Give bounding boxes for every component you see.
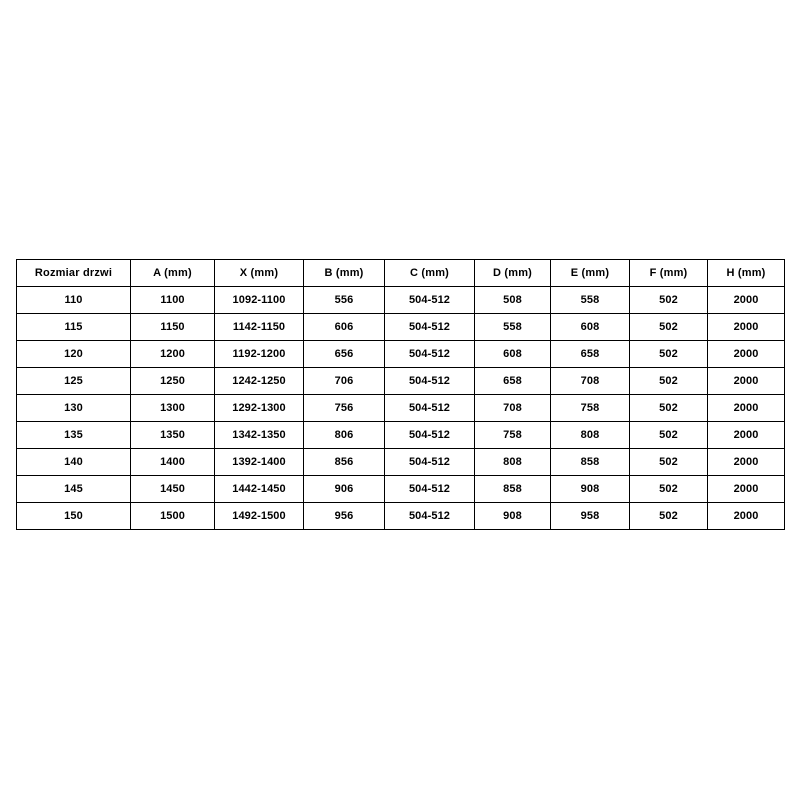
column-header-c: C (mm) <box>385 260 475 287</box>
cell-c: 504-512 <box>385 368 475 395</box>
table-row <box>17 395 785 422</box>
cell-a: 1200 <box>131 341 215 368</box>
table-row <box>17 314 785 341</box>
cell-d: 658 <box>475 368 551 395</box>
cell-b: 756 <box>304 395 385 422</box>
cell-a: 1400 <box>131 449 215 476</box>
cell-c: 504-512 <box>385 314 475 341</box>
cell-x: 1192-1200 <box>215 341 304 368</box>
cell-e: 658 <box>551 341 630 368</box>
cell-f: 502 <box>630 476 708 503</box>
table-row <box>17 341 785 368</box>
cell-size: 135 <box>17 422 131 449</box>
cell-f: 502 <box>630 368 708 395</box>
cell-x: 1142-1150 <box>215 314 304 341</box>
table-row <box>17 368 785 395</box>
cell-c: 504-512 <box>385 395 475 422</box>
cell-c: 504-512 <box>385 476 475 503</box>
cell-d: 558 <box>475 314 551 341</box>
cell-d: 858 <box>475 476 551 503</box>
table-row <box>17 287 785 314</box>
table-row <box>17 422 785 449</box>
cell-a: 1350 <box>131 422 215 449</box>
column-header-f: F (mm) <box>630 260 708 287</box>
cell-c: 504-512 <box>385 422 475 449</box>
cell-x: 1492-1500 <box>215 503 304 530</box>
cell-f: 502 <box>630 503 708 530</box>
cell-f: 502 <box>630 287 708 314</box>
cell-b: 856 <box>304 449 385 476</box>
cell-b: 556 <box>304 287 385 314</box>
table-header <box>17 260 785 287</box>
cell-a: 1150 <box>131 314 215 341</box>
cell-b: 906 <box>304 476 385 503</box>
cell-c: 504-512 <box>385 287 475 314</box>
cell-b: 806 <box>304 422 385 449</box>
cell-c: 504-512 <box>385 449 475 476</box>
column-header-a: A (mm) <box>131 260 215 287</box>
specification-table-container <box>16 259 784 530</box>
cell-d: 508 <box>475 287 551 314</box>
cell-size: 130 <box>17 395 131 422</box>
cell-size: 140 <box>17 449 131 476</box>
cell-b: 656 <box>304 341 385 368</box>
cell-a: 1500 <box>131 503 215 530</box>
cell-h: 2000 <box>708 314 785 341</box>
cell-f: 502 <box>630 449 708 476</box>
cell-x: 1392-1400 <box>215 449 304 476</box>
cell-b: 706 <box>304 368 385 395</box>
table-body <box>17 287 785 530</box>
cell-e: 908 <box>551 476 630 503</box>
cell-h: 2000 <box>708 368 785 395</box>
cell-d: 758 <box>475 422 551 449</box>
cell-x: 1292-1300 <box>215 395 304 422</box>
cell-h: 2000 <box>708 503 785 530</box>
column-header-x: X (mm) <box>215 260 304 287</box>
cell-e: 858 <box>551 449 630 476</box>
column-header-rozmiar-drzwi: Rozmiar drzwi <box>17 260 131 287</box>
cell-size: 150 <box>17 503 131 530</box>
cell-size: 145 <box>17 476 131 503</box>
cell-c: 504-512 <box>385 503 475 530</box>
table-header-row <box>17 260 785 287</box>
column-header-d: D (mm) <box>475 260 551 287</box>
cell-x: 1092-1100 <box>215 287 304 314</box>
cell-f: 502 <box>630 314 708 341</box>
cell-size: 125 <box>17 368 131 395</box>
cell-d: 708 <box>475 395 551 422</box>
specification-table <box>16 259 785 530</box>
cell-a: 1250 <box>131 368 215 395</box>
cell-e: 758 <box>551 395 630 422</box>
cell-e: 958 <box>551 503 630 530</box>
table-row <box>17 449 785 476</box>
cell-a: 1100 <box>131 287 215 314</box>
cell-d: 808 <box>475 449 551 476</box>
cell-f: 502 <box>630 422 708 449</box>
cell-d: 608 <box>475 341 551 368</box>
column-header-h: H (mm) <box>708 260 785 287</box>
cell-x: 1442-1450 <box>215 476 304 503</box>
cell-a: 1300 <box>131 395 215 422</box>
table-row <box>17 503 785 530</box>
cell-x: 1242-1250 <box>215 368 304 395</box>
table-row <box>17 476 785 503</box>
cell-h: 2000 <box>708 395 785 422</box>
cell-h: 2000 <box>708 449 785 476</box>
cell-b: 606 <box>304 314 385 341</box>
cell-x: 1342-1350 <box>215 422 304 449</box>
cell-size: 115 <box>17 314 131 341</box>
cell-e: 558 <box>551 287 630 314</box>
cell-e: 808 <box>551 422 630 449</box>
cell-d: 908 <box>475 503 551 530</box>
cell-a: 1450 <box>131 476 215 503</box>
cell-size: 120 <box>17 341 131 368</box>
column-header-b: B (mm) <box>304 260 385 287</box>
cell-e: 708 <box>551 368 630 395</box>
cell-f: 502 <box>630 395 708 422</box>
cell-b: 956 <box>304 503 385 530</box>
cell-h: 2000 <box>708 476 785 503</box>
column-header-e: E (mm) <box>551 260 630 287</box>
cell-h: 2000 <box>708 287 785 314</box>
cell-f: 502 <box>630 341 708 368</box>
cell-size: 110 <box>17 287 131 314</box>
cell-h: 2000 <box>708 422 785 449</box>
cell-c: 504-512 <box>385 341 475 368</box>
cell-h: 2000 <box>708 341 785 368</box>
cell-e: 608 <box>551 314 630 341</box>
